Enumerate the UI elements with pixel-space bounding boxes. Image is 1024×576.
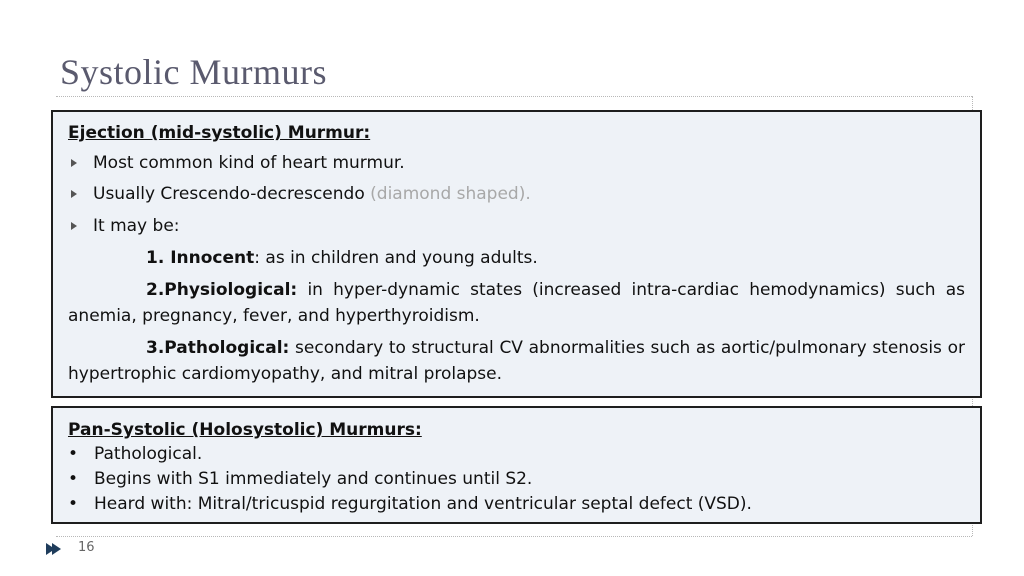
diamond-shaped-note: (diamond shaped). — [370, 184, 531, 204]
arrow-bullet-icon — [71, 222, 77, 230]
footer-arrow-icon-2 — [52, 543, 61, 555]
ejection-bullet-1: Most common kind of heart murmur. — [68, 152, 965, 174]
item-innocent: 1. Innocent: as in children and young adults. — [146, 248, 538, 268]
pansystolic-murmur-box — [51, 406, 982, 524]
arrow-bullet-icon — [71, 159, 77, 167]
item-pathological: 3.Pathological: secondary to structural CV abnormalities such as aortic/pulmonary stenosis or hypertrophic cardiomyopathy, and mitral prolapse. — [68, 338, 965, 384]
footer-divider — [56, 536, 972, 537]
ejection-bullet-3: It may be: — [68, 215, 965, 237]
pansystolic-bullet-3: • Heard with: Mitral/tricuspid regurgitation and ventricular septal defect (VSD). — [68, 494, 752, 514]
title-divider — [56, 96, 972, 97]
page-number: 16 — [78, 540, 95, 555]
ejection-heading: Ejection (mid-systolic) Murmur: — [68, 123, 371, 143]
ejection-murmur-box — [51, 110, 982, 398]
pansystolic-heading: Pan-Systolic (Holosystolic) Murmurs: — [68, 420, 422, 440]
arrow-bullet-icon — [71, 190, 77, 198]
ejection-bullet-2: Usually Crescendo-decrescendo (diamond shaped). — [68, 183, 965, 205]
slide-title: Systolic Murmurs — [60, 52, 328, 92]
pansystolic-bullet-1: • Pathological. — [68, 444, 203, 464]
pansystolic-bullet-2: • Begins with S1 immediately and continues until S2. — [68, 469, 533, 489]
item-physiological: 2.Physiological: in hyper-dynamic states (increased intra-cardiac hemodynamics) such as anemia, pregnancy, fever, and hyperthyroidism. — [68, 280, 965, 326]
